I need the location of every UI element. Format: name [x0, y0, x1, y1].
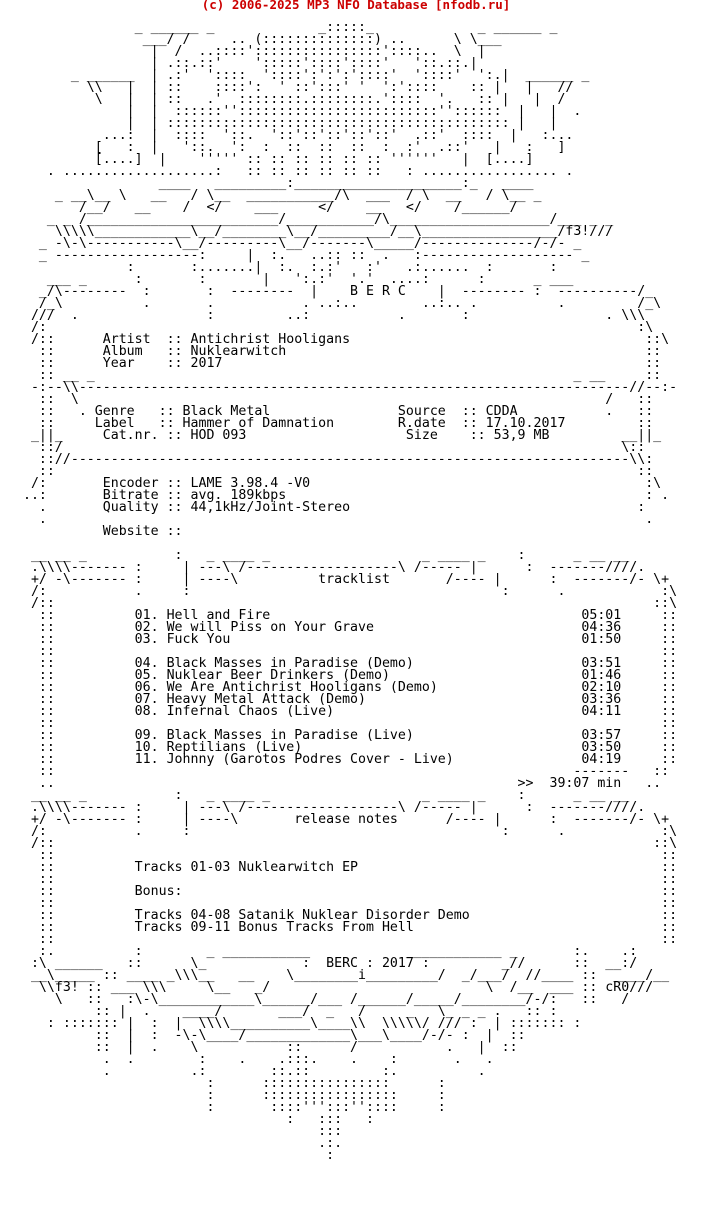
nfo-line: :: Tracks 04-08 Satanik Nuklear Disorder Demo ::	[15, 908, 678, 923]
nfo-line: .:.	[15, 1136, 343, 1151]
nfo-line: :: Tracks 09-11 Bonus Tracks From Hell ::	[15, 920, 678, 935]
nfo-line: +/ -\------- : | ----\ tracklist /---- | : -------/- \+	[15, 572, 670, 587]
nfo-line: .\\\\------- : | ---\ /-------------------\ /----- | : -------////.	[15, 560, 646, 575]
nfo-line: :: | . \ :: / . | ::	[15, 1040, 518, 1055]
nfo-line: :: 04. Black Masses in Paradise (Demo) 03:51 ::	[15, 656, 678, 671]
nfo-line: :: ::	[15, 464, 654, 479]
nfo-line: __ __ _ : _ ____ _ _ ____ _ : _ __ __	[15, 788, 630, 803]
nfo-line: :\ ______ :: \_ : BERC : 2017 : _// :: __:/	[15, 956, 638, 971]
nfo-line: . .: ::.:: :. .	[15, 1064, 486, 1079]
nfo-line: :: Label :: Hammer of Damnation R.date :: 17.10.2017 ::	[15, 416, 654, 431]
nfo-line: | | ::::::'':::::::::::::::::::::::::'':::::: | | .	[15, 104, 582, 119]
nfo-line: :: ::	[15, 848, 678, 863]
nfo-line: | | ::::::::::::::::::::::::::::::::::::::::::: | |	[15, 116, 558, 131]
nfo-line: :: Bonus: ::	[15, 884, 678, 899]
nfo-line: /__/ __ / </ ___ </ __ </ /______/	[15, 200, 518, 215]
nfo-line: /:: ::\	[15, 596, 678, 611]
nfo-line: :: 01. Hell and Fire 05:01 ::	[15, 608, 678, 623]
nfo-line: ...: | :::: '::. '::'::'::'::'::' .::' :::: | :...	[15, 128, 574, 143]
nfo-line: . .	[15, 512, 654, 527]
nfo-line: :	[15, 1148, 335, 1163]
nfo-line: | / ..::::'::::::::::::::::'::::.. \ |	[15, 44, 486, 59]
nfo-line: :: 03. Fuck You 01:50 ::	[15, 632, 678, 647]
nfo-line: _ -\-\-----------\__/---------\__/-------\_____/--------------/-/- _	[15, 236, 582, 251]
nfo-line: : :.......| :. :.:' :' .:...... : :	[15, 260, 558, 275]
nfo-line: . ...................: :: :: :: :: :: :: : ................. .	[15, 164, 574, 179]
nfo-line: :: ::	[15, 932, 678, 947]
nfo-line: /: :\	[15, 320, 654, 335]
nfo-line: _ ------------------: | :. ..:: :: . :------------------- _	[15, 248, 590, 263]
nfo-line: :: 02. We will Piss on Your Grave 04:36 ::	[15, 620, 678, 635]
nfo-line: _ __\__ \ __ / \__ ___________/\ ___ / \ __ / \__ _	[15, 188, 542, 203]
nfo-line: -:--\\---------------------------------------------------------------------//--:-	[15, 380, 678, 395]
nfo-line: . . : . .:::. . : . .	[15, 1052, 494, 1067]
nfo-line: .\\\\------- : | ---\ /-------------------\ /----- | : -------////.	[15, 800, 646, 815]
nfo-line: __\_____ :: ____ _\\\__ __ \________i_________/ _/___/ //____ :: ____/__	[15, 968, 670, 983]
nfo-line: ___ _ : : | ':.:' '.' ....: : _ ___	[15, 272, 574, 287]
nfo-line: :: ------- ::	[15, 764, 670, 779]
nfo-line: : ::::::::::::::::: :	[15, 1088, 446, 1103]
nfo-line: :: ::	[15, 716, 678, 731]
nfo-line: : ::::''':::'':::: :	[15, 1100, 446, 1115]
nfo-line: _ ______ | .:' ':::: '::::':':':'::::' '::::' ':.| ______ _	[15, 68, 590, 83]
nfo-line: +/ -\------- : | ----\ release notes /---- | : -------/- \+	[15, 812, 670, 827]
nfo-line: :: 10. Reptilians (Live) 03:50 ::	[15, 740, 678, 755]
nfo-line: :: ::	[15, 872, 678, 887]
nfo-line: /_\ . . . ..:.. ..:.. . . /_\	[15, 296, 662, 311]
nfo-line: \\\\\____________\__/________\__/_________/__\_________________/f3!///	[15, 224, 614, 239]
nfo-line: __ __ _ : _ ____ _ _ ____ _ : _ __ __	[15, 548, 630, 563]
nfo-line: _ ______ _ _:::::_ _ ______ _	[15, 20, 558, 35]
nfo-line: :: 08. Infernal Chaos (Live) 04:11 ::	[15, 704, 678, 719]
nfo-line: /:: Artist :: Antichrist Hooligans ::\	[15, 332, 670, 347]
nfo-line: /:: ::\	[15, 836, 678, 851]
nfo-line: :: ::	[15, 896, 678, 911]
nfo-line: :. : _ ___________ ____________ _ :. .:	[15, 944, 638, 959]
nfo-line: :::	[15, 1124, 343, 1139]
nfo-line: : ::::::: | : | \\\\__________\____\\ \\\\\/ /// : | ::::::: :	[15, 1016, 582, 1031]
nfo-line: | .::.::' ':::::'::::'::::' '::.::.|	[15, 56, 478, 71]
nfo-line: :: | : -\-\____/_____________\___\____/-/- : | ::	[15, 1028, 526, 1043]
nfo-line: :: | . ____/ ___/ _ / _ \_ _ _ . :: :	[15, 1004, 558, 1019]
nfo-line: :: __ _ _ __ ::	[15, 368, 662, 383]
nfo-line: :: 11. Johnny (Garotos Podres Cover - Live) 04:19 ::	[15, 752, 678, 767]
nfo-line: [....] | ''''' :: :: :: :: :: :: '''''' | [....]	[15, 152, 534, 167]
nfo-line: ___/ / .. (::::::::::::::) .. \ \___	[15, 32, 502, 47]
nfo-line: /: . : : . :\	[15, 824, 678, 839]
nfo-line: ..: Bitrate :: avg. 189kbps : .	[15, 488, 670, 503]
nfo-line: :: 07. Heavy Metal Attack (Demo) 03:36 ::	[15, 692, 678, 707]
nfo-line: :: 09. Black Masses in Paradise (Live) 03:57 ::	[15, 728, 678, 743]
nfo-line: _/\-------- : : -------- | B E R C | -------- : ----------/_	[15, 284, 654, 299]
nfo-line: . Quality :: 44,1kHz/Joint-Stereo :	[15, 500, 646, 515]
nfo-art-block	[15, 10, 677, 1162]
nfo-line: : ::: :	[15, 1112, 374, 1127]
nfo-line: :: 06. We Are Antichrist Hooligans (Demo) 02:10 ::	[15, 680, 678, 695]
nfo-line: ____ _________:_____________________:_ ____	[15, 176, 534, 191]
nfo-line: .. >> 39:07 min ..	[15, 776, 662, 791]
nfo-line: [ : | '::. ': : :: :: :: : :' .::' | : ]	[15, 140, 566, 155]
nfo-line: :: Tracks 01-03 Nuklearwitch EP ::	[15, 860, 678, 875]
nfo-line: _ _ /________________________/___________/\____________________/___ _ _	[15, 212, 614, 227]
nfo-line: : :::::::::::::::: :	[15, 1076, 446, 1091]
nfo-line: :: Year :: 2017 ::	[15, 356, 662, 371]
nfo-line: :: Album :: Nuklearwitch ::	[15, 344, 662, 359]
nfo-line: :: 05. Nuklear Beer Drinkers (Demo) 01:46 ::	[15, 668, 678, 683]
nfo-line: /: . : : . :\	[15, 584, 678, 599]
nfo-line: \ | | :: .' ::::::::.::::::::.':::: '. :: | | /	[15, 92, 566, 107]
nfo-line: /: Encoder :: LAME 3.98.4 -V0 :\	[15, 476, 662, 491]
nfo-line: :: . Genre :: Black Metal Source :: CDDA . ::	[15, 404, 654, 419]
nfo-line: :: \ / ::	[15, 392, 654, 407]
nfo-line: Website ::	[15, 524, 183, 539]
site-header: (c) 2006-2025 MP3 NFO Database [nfodb.ru]	[201, 0, 511, 12]
nfo-line: \ :: :\-\____________\______/___ /______/_____/________/-/: :: /	[15, 992, 630, 1007]
nfo-line: \\f3! :: ___ \\\ \__ _/ \ /__ ___ :: cR0///	[15, 980, 654, 995]
nfo-line: ::/ \::	[15, 440, 646, 455]
nfo-line: /// . : ..: . : . \\\	[15, 308, 646, 323]
nfo-line: \\ | | :: ::::': ' ::':::' ' ':':::: :: | | //	[15, 80, 574, 95]
nfo-line: _||_ Cat.nr. :: HOD 093 Size :: 53,9 MB __||_	[15, 428, 662, 443]
nfo-line: :://----------------------------------------------------------------------\\:	[15, 452, 654, 467]
nfo-line: :: ::	[15, 644, 678, 659]
